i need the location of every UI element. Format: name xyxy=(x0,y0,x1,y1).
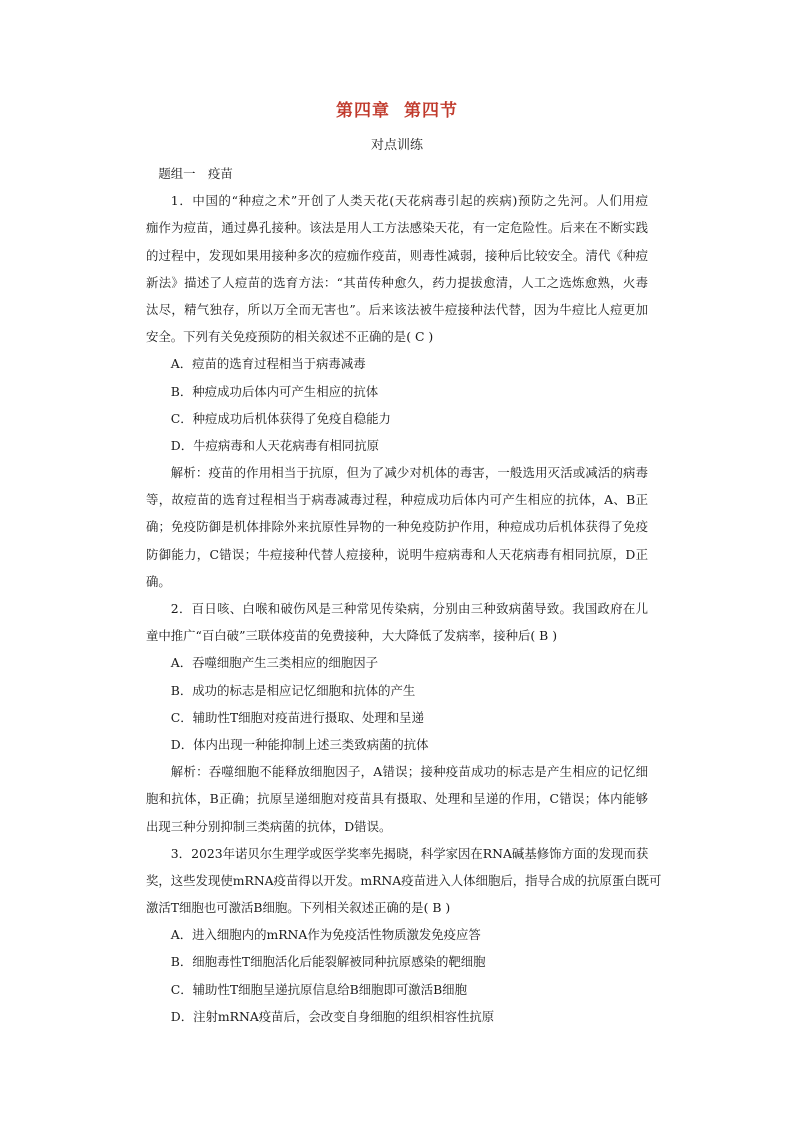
q1-analysis-line: 确；免疫防御是机体排除外来抗原性异物的一种免疫防护作用，种痘成功后机体获得了免疫 xyxy=(146,519,648,535)
q2-option-d: D．体内出现一种能抑制上述三类致病菌的抗体 xyxy=(170,736,429,752)
chapter-label: 第四章 xyxy=(336,101,390,121)
group-title: 题组一 疫苗 xyxy=(158,166,233,181)
question-3 xyxy=(146,840,662,1030)
q1-analysis-line: 确。 xyxy=(146,573,171,589)
q2-analysis-line: 解析：吞噬细胞不能释放细胞因子，A错误；接种疫苗成功的标志是产生相应的记忆细 xyxy=(170,764,648,780)
q1-stem-line: 的过程中，发现如果用接种多次的痘痂作疫苗，则毒性减弱，接种后比较安全。清代《种痘 xyxy=(146,247,648,263)
q1-stem-line: 痂作为痘苗，通过鼻孔接种。该法是用人工方法感染天花，有一定危险性。后来在不断实践 xyxy=(146,220,648,236)
q2-stem-line: 2．百日咳、白喉和破伤风是三种常见传染病，分别由三种致病菌导致。我国政府在儿 xyxy=(170,601,648,616)
q1-analysis-line: 防御能力，C错误；牛痘接种代替人痘接种，说明牛痘病毒和人天花病毒有相同抗原，D正 xyxy=(146,546,648,562)
chapter-title xyxy=(0,96,794,121)
question-1 xyxy=(146,187,648,595)
q2-option-a: A．吞噬细胞产生三类相应的细胞因子 xyxy=(170,655,378,671)
q1-analysis-line: 解析：疫苗的作用相当于抗原，但为了减少对机体的毒害，一般选用灭活或减活的病毒 xyxy=(170,465,648,481)
document-body xyxy=(146,160,662,1030)
q3-stem-line: 激活T细胞也可激活B细胞。下列相关叙述正确的是( B ) xyxy=(146,900,451,916)
q3-option-c: C．辅助性T细胞呈递抗原信息给B细胞即可激活B细胞 xyxy=(170,981,467,997)
q2-analysis-line: 出现三种分别抑制三类病菌的抗体，D错误。 xyxy=(146,818,392,834)
q2-analysis-line: 胞和抗体，B正确；抗原呈递细胞对疫苗具有摄取、处理和呈递的作用，C错误；体内能够 xyxy=(146,791,648,807)
subtitle: 对点训练 xyxy=(370,138,423,153)
q1-option-b: B．种痘成功后体内可产生相应的抗体 xyxy=(170,383,379,399)
section-label: 第四节 xyxy=(404,101,458,121)
q1-option-c: C．种痘成功后机体获得了免疫自稳能力 xyxy=(170,410,391,426)
q3-option-b: B．细胞毒性T细胞活化后能裂解被同种抗原感染的靶细胞 xyxy=(170,954,486,970)
q1-option-a: A．痘苗的选育过程相当于病毒减毒 xyxy=(170,356,366,372)
q3-option-d: D．注射mRNA疫苗后，会改变自身细胞的组织相容性抗原 xyxy=(170,1008,495,1024)
q2-stem-line: 童中推广“百白破”三联体疫苗的免费接种，大大降低了发病率，接种后( B ) xyxy=(146,628,558,644)
q1-stem-line: 汰尽，精气独存，所以万全而无害也”。后来该法被牛痘接种法代替，因为牛痘比人痘更加 xyxy=(146,301,648,317)
q1-option-d: D．牛痘病毒和人天花病毒有相同抗原 xyxy=(170,437,379,453)
q3-stem-line: 3．2023年诺贝尔生理学或医学奖率先揭晓，科学家因在RNA碱基修饰方面的发现而获 xyxy=(170,845,649,861)
q1-analysis-line: 等，故痘苗的选育过程相当于病毒减毒过程，种痘成功后体内可产生相应的抗体，A、B正 xyxy=(146,492,648,508)
question-2 xyxy=(146,595,648,840)
q3-stem-line: 奖，这些发现使mRNA疫苗得以开发。mRNA疫苗进入人体细胞后，指导合成的抗原蛋白既可 xyxy=(146,872,662,888)
q2-option-b: B．成功的标志是相应记忆细胞和抗体的产生 xyxy=(170,682,416,698)
q1-stem-line: 安全。下列有关免疫预防的相关叙述不正确的是( C ) xyxy=(146,329,434,345)
q3-option-a: A．进入细胞内的mRNA作为免疫活性物质激发免疫应答 xyxy=(170,927,481,943)
q1-stem-line: 1．中国的“种痘之术”开创了人类天花(天花病毒引起的疾病)预防之先河。人们用痘 xyxy=(170,193,648,209)
q1-stem-line: 新法》描述了人痘苗的选育方法：“其苗传种愈久，药力提拔愈清，人工之选炼愈熟，火毒 xyxy=(146,274,648,290)
q2-option-c: C．辅助性T细胞对疫苗进行摄取、处理和呈递 xyxy=(170,709,424,725)
